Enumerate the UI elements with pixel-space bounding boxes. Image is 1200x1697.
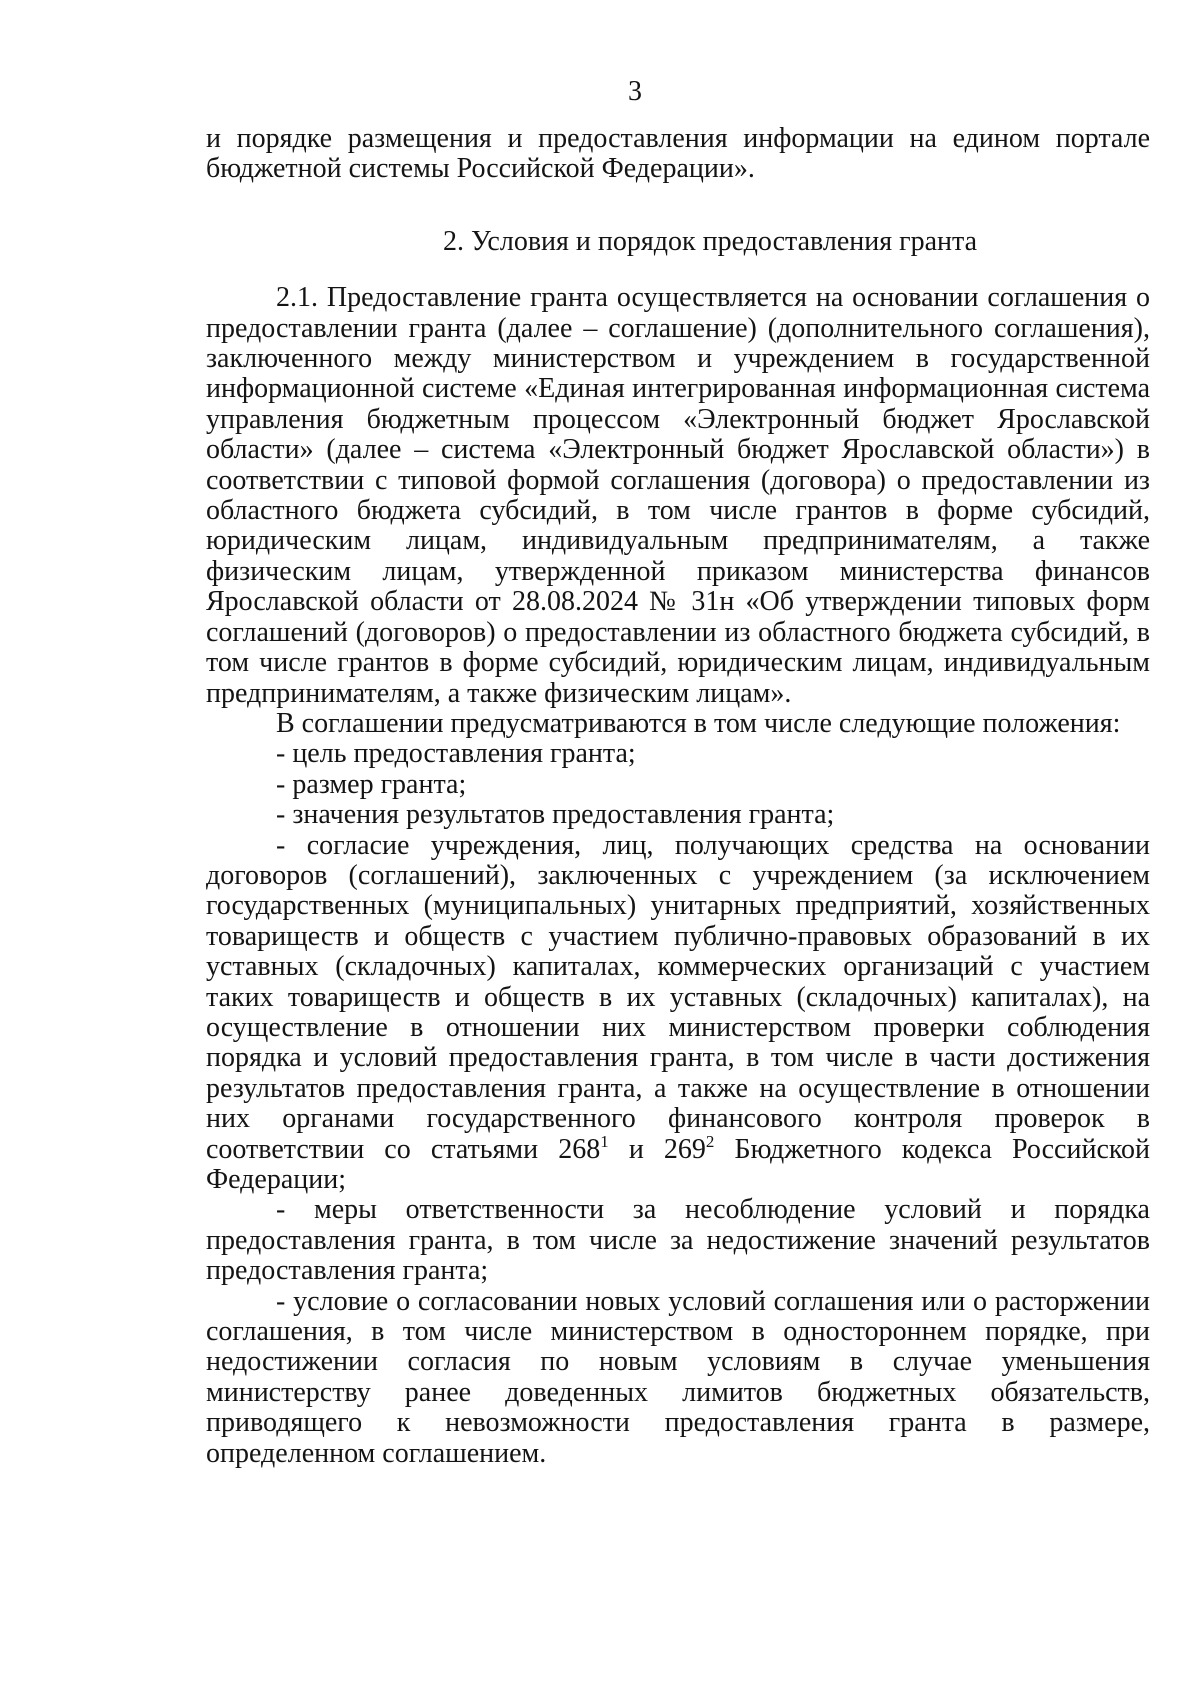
spacer	[206, 185, 1150, 227]
page-number: 3	[628, 76, 642, 107]
provision-item-size: - размер гранта;	[276, 768, 467, 800]
provision-item-results: - значения результатов предоставления гранта;	[276, 799, 835, 831]
article-269-superscript: 2	[705, 1131, 715, 1151]
clause-2-1: 2.1. Предоставление гранта осуществляется на основании соглашения о предоставлении гранта (далее – соглашение) (дополнительного соглашения), заключенного между министерством и учреждением в государственной информационной системе «Единая интегрированная информационная система управления бюджетным процессом «Электронный бюджет Ярославской области» (далее – система «Электронный бюджет Ярославской области») в соответствии с типовой формой соглашения (договора) о предоставлении из областного бюджета субсидий, в том числе грантов в форме субсидий, юридическим лицам, индивидуальным предпринимателям, а также физическим лицам, утвержденной приказом министерства финансов Ярославской области от 28.08.2024 № 31н «Об утверждении типовых форм соглашений (договоров) о предоставлении из областного бюджета субсидий, в том числе грантов в форме субсидий, юридическим лицам, индивидуальным предпринимателям, а также физическим лицам».	[206, 282, 1150, 709]
provision-item-new-terms: - условие о согласовании новых условий соглашения или о расторжении соглашения, в том числе министерством в одностороннем порядке, при недостижении согласия по новым условиям в случае уменьшения министерству ранее доведенных лимитов бюджетных обязательств, приводящего к невозможности предоставления гранта в размере, определенном соглашением.	[206, 1285, 1150, 1469]
article-268-superscript: 1	[600, 1131, 609, 1151]
article-269: 269	[663, 1133, 706, 1165]
consent-text: - согласие учреждения, лиц, получающих средства на основании договоров (соглашений), заключенных с учреждением (за исключением государственных (муниципальных) унитарных предприятий, хозяйственных товариществ и обществ с участием публично-правовых образований в их уставных (складочных) капиталах, коммерческих организаций с участием таких товариществ и обществ в их уставных (складочных) капиталах), на осуществление в отношении них министерством проверки соблюдения порядка и условий предоставления гранта, в том числе в части достижения результатов предоставления гранта, а также на осуществление в отношении них органами государственного финансового контроля проверок в соответствии со статьями	[206, 829, 1150, 1165]
spacer	[206, 257, 1150, 283]
consent-and: и	[628, 1133, 644, 1165]
article-268: 268	[558, 1133, 601, 1165]
provision-item-consent	[206, 831, 1150, 1196]
intro-line-2: бюджетной системы Российской Федерации».	[206, 153, 755, 185]
provision-item-liability: - меры ответственности за несоблюдение условий и порядка предоставления гранта, в том числе за недостижение значений результатов предоставления гранта;	[206, 1194, 1150, 1287]
provisions-intro: В соглашении предусматриваются в том числе следующие положения:	[276, 707, 1121, 739]
section-heading: 2. Условия и порядок предоставления гранта	[442, 225, 978, 257]
provision-item-goal: - цель предоставления гранта;	[276, 738, 636, 770]
intro-line-1: и порядке размещения и предоставления информации на едином портале	[206, 123, 1150, 154]
consent-tail: Бюджетного кодекса Российской Федерации;	[206, 1133, 1151, 1195]
document-body	[206, 124, 1150, 1469]
